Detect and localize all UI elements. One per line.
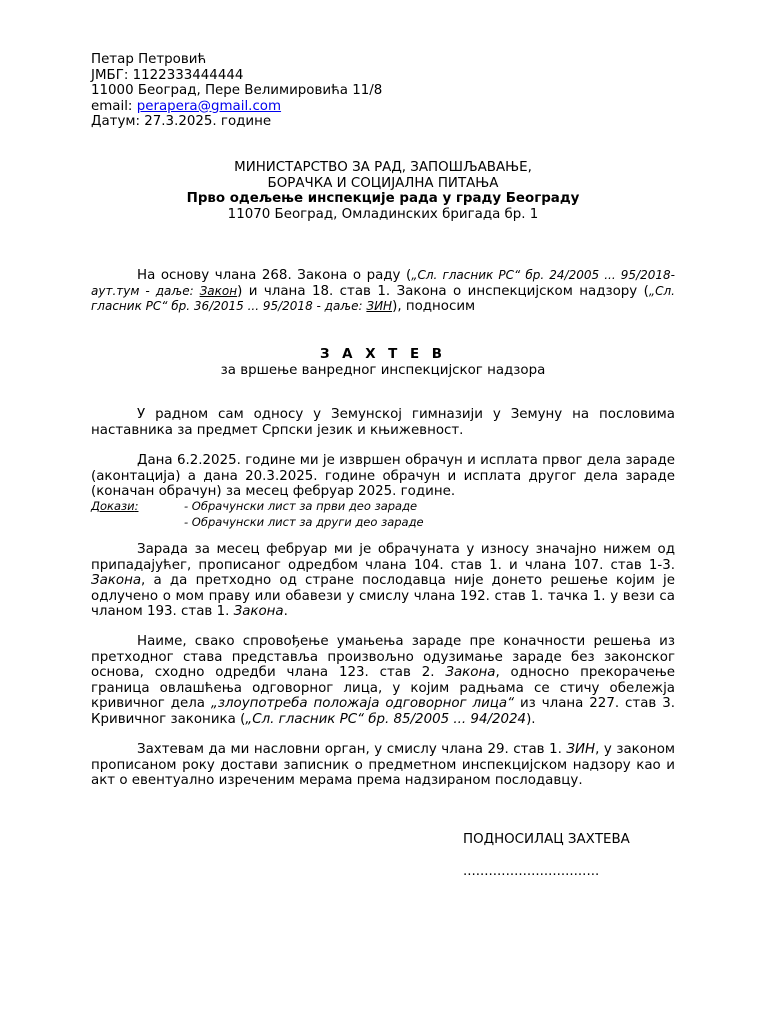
para4-text-1: Наиме, свако спровођење умањења зараде пре коначности решења из претходног става представља произвољно одузимање зараде без законског основа, сходно одредби члана 123. став 2. xyxy=(91,634,675,680)
paragraph-demand xyxy=(91,742,675,789)
para3-italic-1: Закона xyxy=(91,573,142,588)
para3-italic-2: Закона xyxy=(233,604,284,619)
para3-text-2: , а да претходно од стране послодавца није донето решење којим је одлучено о мом праву или обавези у смислу члана 192. став 1. тачка 1. у вези са чланом 193. став 1. xyxy=(91,573,675,619)
intro-text-2: ) и члана 18. став 1. Закона о инспекцијском надзору ( xyxy=(237,283,649,299)
para4-text-3: из члана 227. став 3. Кривичног законика ( xyxy=(91,696,675,727)
request-title-block xyxy=(91,347,675,378)
para4-italic-2: „злоупотреба положаја одговорног лица“ xyxy=(210,696,515,711)
proofs-label-text: Докази xyxy=(91,499,135,513)
intro-text-3: ), подносим xyxy=(392,299,476,314)
para4-text-4: ). xyxy=(526,711,536,727)
recipient-line-3 xyxy=(91,191,675,207)
email-link[interactable]: perapera@gmail.com xyxy=(136,98,282,114)
recipient-line-2: БОРАЧКА И СОЦИЈАЛНА ПИТАЊА xyxy=(267,175,499,191)
request-title: З А Х Т Е В xyxy=(320,347,446,362)
recipient-block xyxy=(91,160,675,222)
paragraph-salary-reduction xyxy=(91,542,675,620)
paragraph-legal-basis xyxy=(91,634,675,727)
para5-text-1: Захтевам да ми насловни орган, у смислу члана 29. став 1. xyxy=(137,742,567,757)
recipient-address: 11070 Београд, Омладинских бригада бр. 1 xyxy=(227,206,539,222)
sender-jmbg: ЈМБГ: 1122333444444 xyxy=(91,67,244,83)
intro-citation-2: „Сл. гласник РС“ бр. 36/2015 ... 95/2018 - даље: xyxy=(91,283,675,313)
para5-italic-1: ЗИН xyxy=(566,742,596,757)
proof-item-1: - Обрачунски лист за први део зараде xyxy=(184,499,418,513)
signature-label: ПОДНОСИЛАЦ ЗАХТЕВА xyxy=(463,832,630,847)
recipient-line-1: МИНИСТАРСТВО ЗА РАД, ЗАПОШЉАВАЊЕ, xyxy=(234,160,532,175)
intro-citation-1: „Сл. гласник РС“ бр. 24/2005 ... 95/2018-аут.тум - даље: xyxy=(91,268,675,298)
sender-block xyxy=(91,52,675,130)
paragraph-employment: У радном сам односу у Земунској гимназији у Земуну на пословима наставника за предмет Српски језик и књижевност. xyxy=(91,407,675,438)
intro-text-1: На основу члана 268. Закона о раду ( xyxy=(137,268,412,283)
intro-abbrev-zin: ЗИН xyxy=(366,299,393,313)
request-subtitle: за вршење ванредног инспекцијског надзора xyxy=(220,362,546,378)
sender-address: 11000 Београд, Пере Велимировића 11/8 xyxy=(91,83,383,98)
intro-paragraph xyxy=(91,268,675,315)
proofs-label xyxy=(91,499,138,515)
recipient-department: Прво одељење инспекције рада у граду Београду xyxy=(186,191,580,206)
para4-text-2: , односно прекорачење граница овлашћења одговорног лица, у којим радњама се стичу обележја кривичног дела xyxy=(91,665,675,711)
para4-italic-3: „Сл. гласник РС“ бр. 85/2005 ... 94/2024 xyxy=(245,711,527,727)
sender-date: Датум: 27.3.2025. године xyxy=(91,114,272,129)
signature-block xyxy=(463,832,630,879)
intro-abbrev-zakon: Закон xyxy=(199,283,238,298)
para3-text-3: . xyxy=(283,604,288,619)
signature-line: ................................ xyxy=(463,863,600,879)
paragraph-payment: Дана 6.2.2025. године ми је извршен обрачун и исплата првог дела зараде (аконтација) а дана 20.3.2025. године обрачун и исплата другог дела зараде (коначан обрачун) за месец фебруар 2025. године. xyxy=(91,453,675,499)
sender-name: Петар Петровић xyxy=(91,52,207,67)
para3-text-1: Зарада за месец фебруар ми је обрачуната у износу значајно нижем од припадајућег, прописаног одредбом члана 104. став 1. и члана 107. став 1-3. xyxy=(91,542,675,573)
proof-item-2: - Обрачунски лист за други део зараде xyxy=(184,514,424,529)
email-label: email: xyxy=(91,98,137,114)
para4-italic-1: Закона xyxy=(445,665,496,680)
proofs-label-colon: : xyxy=(134,499,139,513)
sender-email-line xyxy=(91,99,675,115)
para5-text-2: , у законом прописаном року достави записник о предметном инспекцијском надзору као и акт о евентуално изреченим мерама према надзираном послодавцу. xyxy=(91,742,675,788)
